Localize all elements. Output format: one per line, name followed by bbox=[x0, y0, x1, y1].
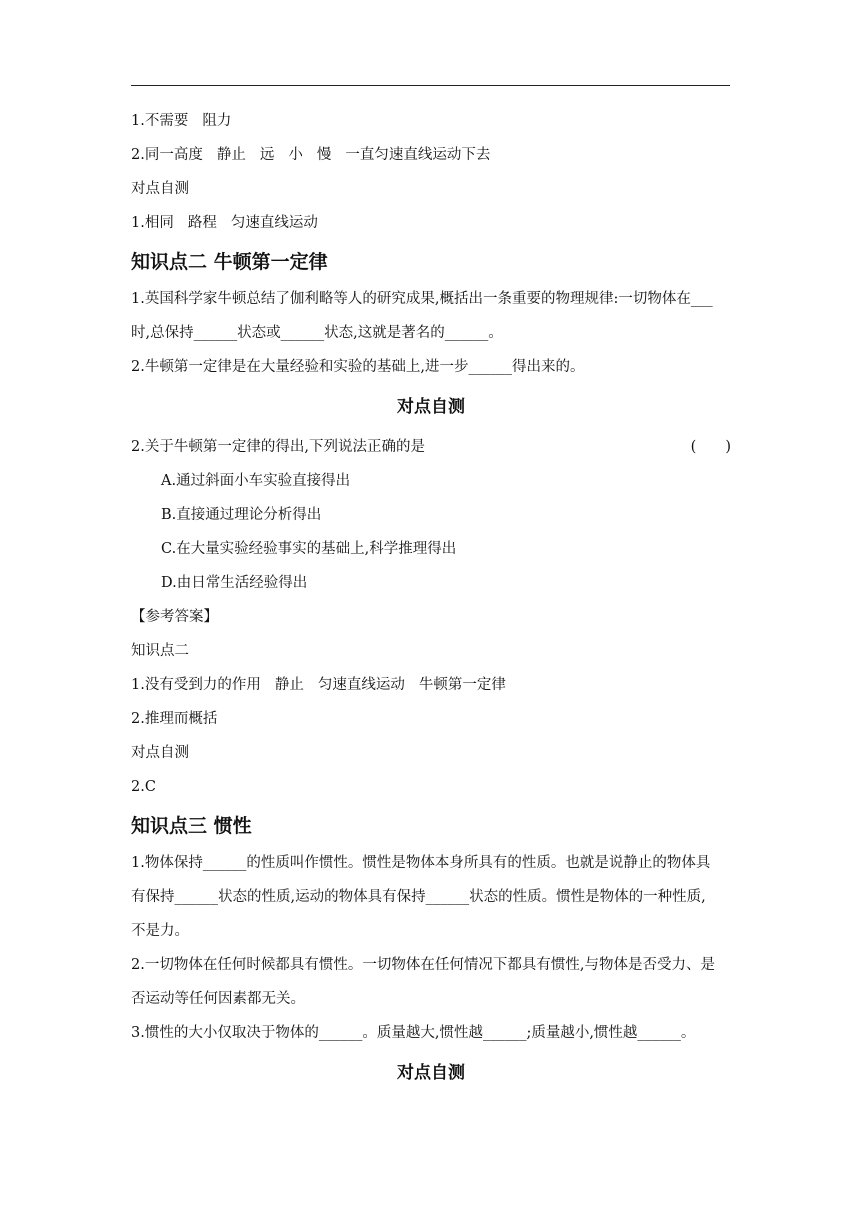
document-body bbox=[131, 104, 731, 1096]
answer-line-2: 2.同一高度 静止 远 小 慢 一直匀速直线运动下去 bbox=[131, 147, 491, 163]
section-heading-3: 知识点三 惯性 bbox=[131, 815, 252, 837]
option-d: D.由日常生活经验得出 bbox=[161, 575, 308, 591]
reference-answer-2: 2.推理而概括 bbox=[131, 711, 218, 727]
answer-line-3: 1.相同 路程 匀速直线运动 bbox=[131, 215, 318, 231]
s2-paragraph-1b: 时,总保持______状态或______状态,这就是著名的______。 bbox=[131, 325, 503, 341]
s3-paragraph-1c: 不是力。 bbox=[131, 923, 189, 939]
option-c: C.在大量实验经验事实的基础上,科学推理得出 bbox=[161, 541, 457, 557]
s3-paragraph-3: 3.惯性的大小仅取决于物体的______。质量越大,惯性越______;质量越小,惯性越______。 bbox=[131, 1025, 696, 1041]
reference-subtitle: 知识点二 bbox=[131, 643, 189, 659]
s3-paragraph-1b: 有保持______状态的性质,运动的物体具有保持______状态的性质。惯性是物体的一种性质, bbox=[131, 889, 706, 905]
s2-paragraph-1a: 1.英国科学家牛顿总结了伽利略等人的研究成果,概括出一条重要的物理规律:一切物体在___ bbox=[131, 291, 713, 307]
s3-paragraph-2b: 否运动等任何因素都无关。 bbox=[131, 991, 305, 1007]
section-heading-2: 知识点二 牛顿第一定律 bbox=[131, 251, 328, 273]
question: 2.关于牛顿第一定律的得出,下列说法正确的是 ( ) bbox=[131, 430, 731, 464]
option-b: B.直接通过理论分析得出 bbox=[161, 507, 322, 523]
s3-subheading: 对点自测 bbox=[397, 1063, 465, 1083]
reference-answer-3: 2.C bbox=[131, 779, 156, 795]
s3-paragraph-2a: 2.一切物体在任何时候都具有惯性。一切物体在任何情况下都具有惯性,与物体是否受力、是 bbox=[131, 957, 715, 973]
s2-subheading: 对点自测 bbox=[397, 397, 465, 417]
s3-paragraph-1a: 1.物体保持______的性质叫作惯性。惯性是物体本身所具有的性质。也就是说静止的物体具 bbox=[131, 855, 711, 871]
option-a: A.通过斜面小车实验直接得出 bbox=[161, 473, 351, 489]
answer-subheading: 对点自测 bbox=[131, 181, 189, 197]
reference-answer-1: 1.没有受到力的作用 静止 匀速直线运动 牛顿第一定律 bbox=[131, 677, 506, 693]
reference-title: 【参考答案】 bbox=[131, 609, 218, 625]
s2-paragraph-2: 2.牛顿第一定律是在大量经验和实验的基础上,进一步______得出来的。 bbox=[131, 359, 585, 375]
answer-line-1: 1.不需要 阻力 bbox=[131, 113, 232, 129]
header-rule bbox=[131, 85, 730, 86]
answer-bracket: ( ) bbox=[690, 439, 731, 455]
reference-subheading: 对点自测 bbox=[131, 745, 189, 761]
